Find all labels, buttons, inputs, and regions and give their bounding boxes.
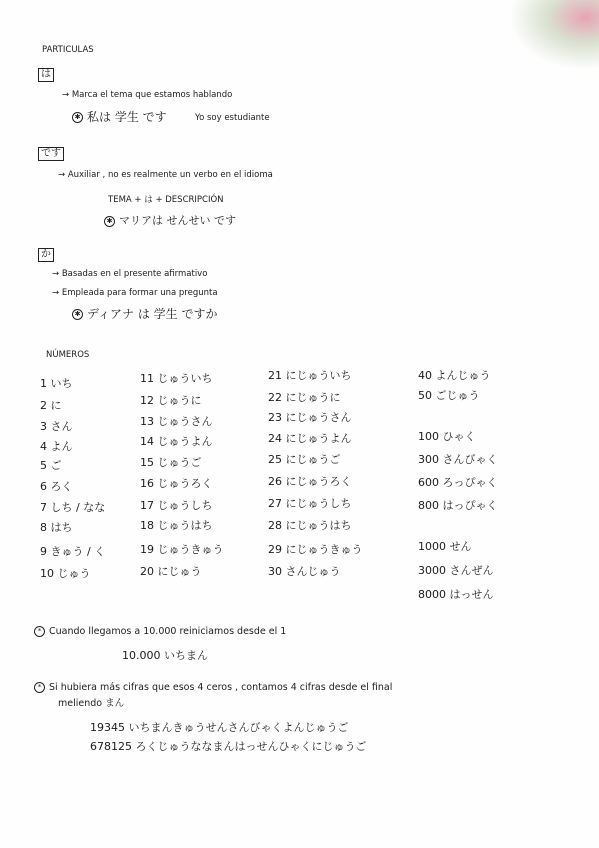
note-item: * Cuando llegamos a 10.000 reiniciamos desde el 1 [34,626,286,637]
number-item: 23 にじゅうさん [268,411,352,424]
particle-example: ✱ ディアナ は 学生 ですか [72,308,217,320]
particle-example: ✱ 私は 学生 です [72,111,167,123]
number-item: 3 さん [40,420,73,433]
formula: TEMA + は + DESCRIPCIÓN [108,195,224,205]
example-circle-icon: ✱ [104,216,115,227]
number-item: 40 よんじゅう [418,369,491,382]
particle-box-ka: か [38,248,54,262]
particle-note: → Auxiliar , no es realmente un verbo en el idioma [58,170,273,180]
number-item: 16 じゅうろく [140,477,213,490]
note-circle-icon: * [34,626,45,637]
number-item: 22 にじゅうに [268,391,341,404]
note-item: * Si hubiera más cifras que esos 4 ceros , contamos 4 cifras desde el final [34,682,392,693]
number-item: 26 にじゅうろく [268,475,352,488]
number-item: 8000 はっせん [418,588,494,601]
number-item: 1 いち [40,377,73,390]
number-item: 14 じゅうよん [140,435,213,448]
number-item: 15 じゅうご [140,456,202,469]
number-item: 18 じゅうはち [140,519,213,532]
number-item: 9 きゅう / く [40,545,106,558]
number-item: 19 じゅうきゅう [140,543,224,556]
numbers-title: NÚMEROS [46,350,90,360]
paper-stain [509,0,599,70]
example-circle-icon: ✱ [72,309,83,320]
number-item: 21 にじゅういち [268,369,352,382]
number-item: 8 はち [40,521,73,534]
number-item: 3000 さんぜん [418,564,494,577]
number-item: 7 しち / なな [40,501,106,514]
number-item: 24 にじゅうよん [268,432,352,445]
number-item: 13 じゅうさん [140,415,213,428]
particle-box-desu: です [38,147,64,161]
page-title: PARTICULAS [42,45,94,55]
number-item: 300 さんびゃく [418,453,498,466]
example-circle-icon: ✱ [72,112,83,123]
particle-note: → Marca el tema que estamos hablando [62,90,233,100]
number-item: 30 さんじゅう [268,565,341,578]
note-item-cont: meliendo まん [58,698,125,709]
note-example: 678125 ろくじゅうななまんはっせんひゃくにじゅうご [90,740,367,753]
number-item: 25 にじゅうご [268,453,341,466]
number-item: 100 ひゃく [418,430,476,443]
number-item: 20 にじゅう [140,565,202,578]
number-item: 2 に [40,399,62,412]
number-item: 27 にじゅうしち [268,497,352,510]
number-item: 11 じゅういち [140,372,213,385]
particle-box-wa: は [38,68,54,82]
note-example: 19345 いちまんきゅうせんさんびゃくよんじゅうご [90,721,349,734]
number-item: 17 じゅうしち [140,499,213,512]
number-item: 4 よん [40,440,73,453]
number-item: 5 ご [40,459,62,472]
number-item: 600 ろっぴゃく [418,476,498,489]
example-translation: Yo soy estudiante [195,113,270,123]
number-item: 28 にじゅうはち [268,519,352,532]
number-item: 50 ごじゅう [418,389,480,402]
number-item: 29 にじゅうきゅう [268,543,363,556]
number-item: 800 はっぴゃく [418,499,498,512]
number-item: 6 ろく [40,480,73,493]
particle-note: → Basadas en el presente afirmativo [52,269,208,279]
note-example: 10.000 いちまん [122,649,208,662]
particle-note: → Empleada para formar una pregunta [52,288,218,298]
note-circle-icon: * [34,682,45,693]
number-item: 1000 せん [418,540,472,553]
number-item: 12 じゅうに [140,394,202,407]
particle-example: ✱ マリアは せんせい です [104,215,236,227]
number-item: 10 じゅう [40,567,91,580]
